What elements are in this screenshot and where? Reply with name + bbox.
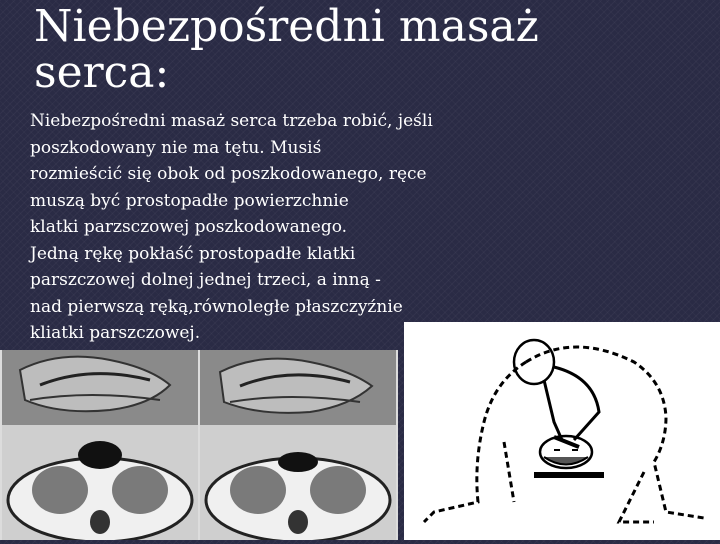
instruction-line: nad pierwszą ręką,równoległe płaszczyźnie (30, 296, 403, 317)
slide-title-line-1: Niebezpośredni masaż (34, 1, 539, 52)
cpr-photo-illustration (0, 350, 398, 540)
instruction-line: kliatki parszczowej. (30, 323, 201, 343)
instruction-line: klatki parzsczowej poszkodowanego. (30, 217, 348, 237)
instruction-line: muszą być prostopadłe powierzchnie (30, 190, 349, 211)
cpr-hands-photo (0, 350, 398, 540)
instruction-line: Niebezpośredni masaż serca trzeba robić, jeśli (30, 111, 433, 131)
slide-title (34, 1, 594, 98)
photo-panel-left (2, 350, 198, 540)
slide-title-line-2: serca: (34, 47, 170, 98)
cpr-position-drawing (404, 322, 720, 540)
instruction-line: parszczowej dolnej jednej trzeci, a inną - (30, 270, 381, 290)
cpr-kneeling-figure (404, 322, 720, 540)
instruction-line: poszkodowany nie ma tętu. Musiś (30, 137, 322, 158)
photo-panel-right (200, 350, 396, 540)
instruction-line: rozmieścić się obok od poszkodowanego, ręce (30, 164, 427, 184)
instruction-text (30, 108, 470, 347)
instruction-line: Jedną rękę pokłaść prostopadłe klatki (30, 243, 356, 264)
